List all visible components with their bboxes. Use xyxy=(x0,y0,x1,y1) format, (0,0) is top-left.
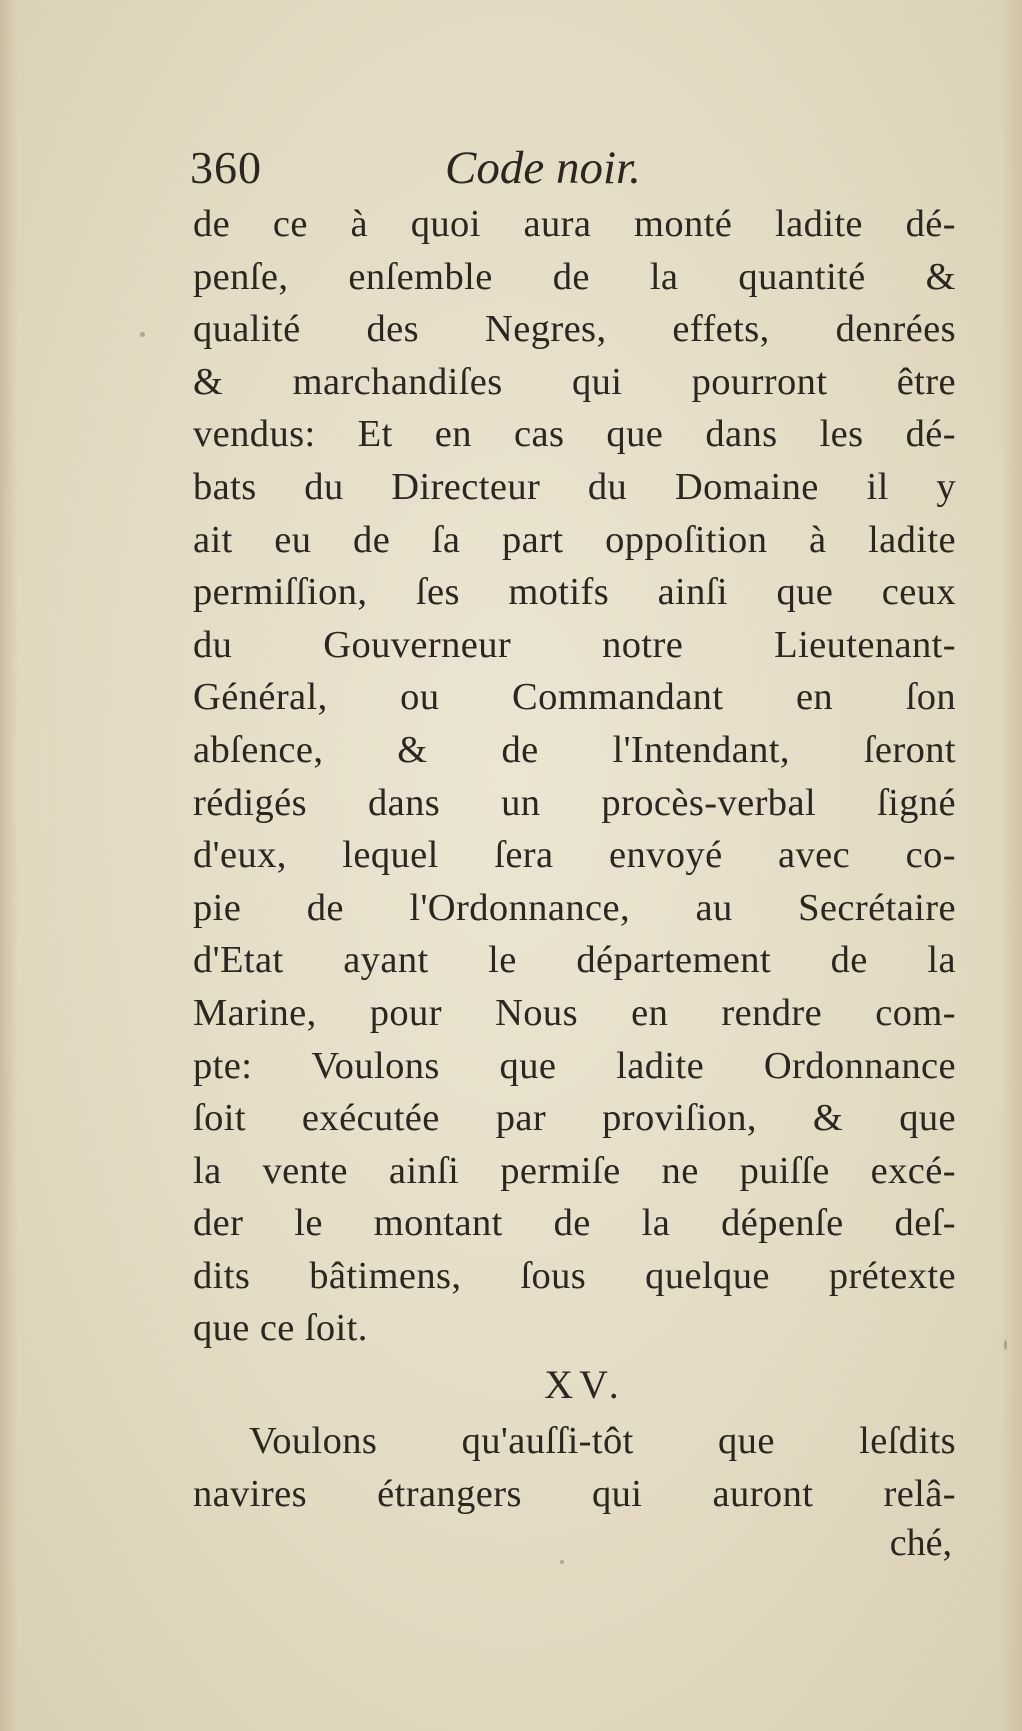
text-line: penſe, enſemble de la quantité & xyxy=(193,255,956,298)
text-line: d'eux, lequel ſera envoyé avec co- xyxy=(193,834,956,877)
page-number: 360 xyxy=(190,142,262,193)
catchword: ché, xyxy=(889,1522,952,1564)
page-shadow-left xyxy=(0,0,18,1731)
text-line: du Gouverneur notre Lieutenant- xyxy=(193,623,956,666)
text-line: ait eu de ſa part oppoſition à ladite xyxy=(193,518,956,561)
page-shadow-right xyxy=(1000,0,1022,1731)
paper-speck xyxy=(140,332,145,337)
text-line: permiſſion, ſes motifs ainſi que ceux xyxy=(193,571,956,614)
text-line: la vente ainſi permiſe ne puiſſe excé- xyxy=(193,1149,956,1192)
text-line: d'Etat ayant le département de la xyxy=(193,939,956,982)
text-line: abſence, & de l'Intendant, ſeront xyxy=(193,728,956,771)
text-line: Général, ou Commandant en ſon xyxy=(193,676,956,719)
text-line: vendus: Et en cas que dans les dé- xyxy=(193,413,956,456)
running-title: Code noir. xyxy=(445,142,641,194)
text-line: que ce ſoit. xyxy=(193,1307,368,1350)
text-line: der le montant de la dépenſe deſ- xyxy=(193,1202,956,1245)
body-text xyxy=(193,198,956,1520)
paper-speck xyxy=(1004,1340,1007,1350)
section-heading: XV. xyxy=(544,1362,625,1408)
text-line: pte: Voulons que ladite Ordonnance xyxy=(193,1044,956,1087)
text-line: bats du Directeur du Domaine il y xyxy=(193,465,956,508)
text-line: dits bâtimens, ſous quelque prétexte xyxy=(193,1254,956,1297)
text-line: de ce à quoi aura monté ladite dé- xyxy=(193,203,956,245)
paper-speck xyxy=(560,1560,564,1564)
text-line: qualité des Negres, effets, denrées xyxy=(193,308,956,351)
text-line: pie de l'Ordonnance, au Secrétaire xyxy=(193,886,956,929)
text-line: & marchandiſes qui pourront être xyxy=(193,360,956,403)
text-line: Voulons qu'auſſi-tôt que leſdits xyxy=(249,1420,956,1463)
text-line: rédigés dans un procès-verbal ſigné xyxy=(193,781,956,824)
text-line: Marine, pour Nous en rendre com- xyxy=(193,991,956,1034)
text-line: navires étrangers qui auront relâ- xyxy=(193,1472,956,1515)
text-line: ſoit exécutée par proviſion, & que xyxy=(193,1097,956,1140)
